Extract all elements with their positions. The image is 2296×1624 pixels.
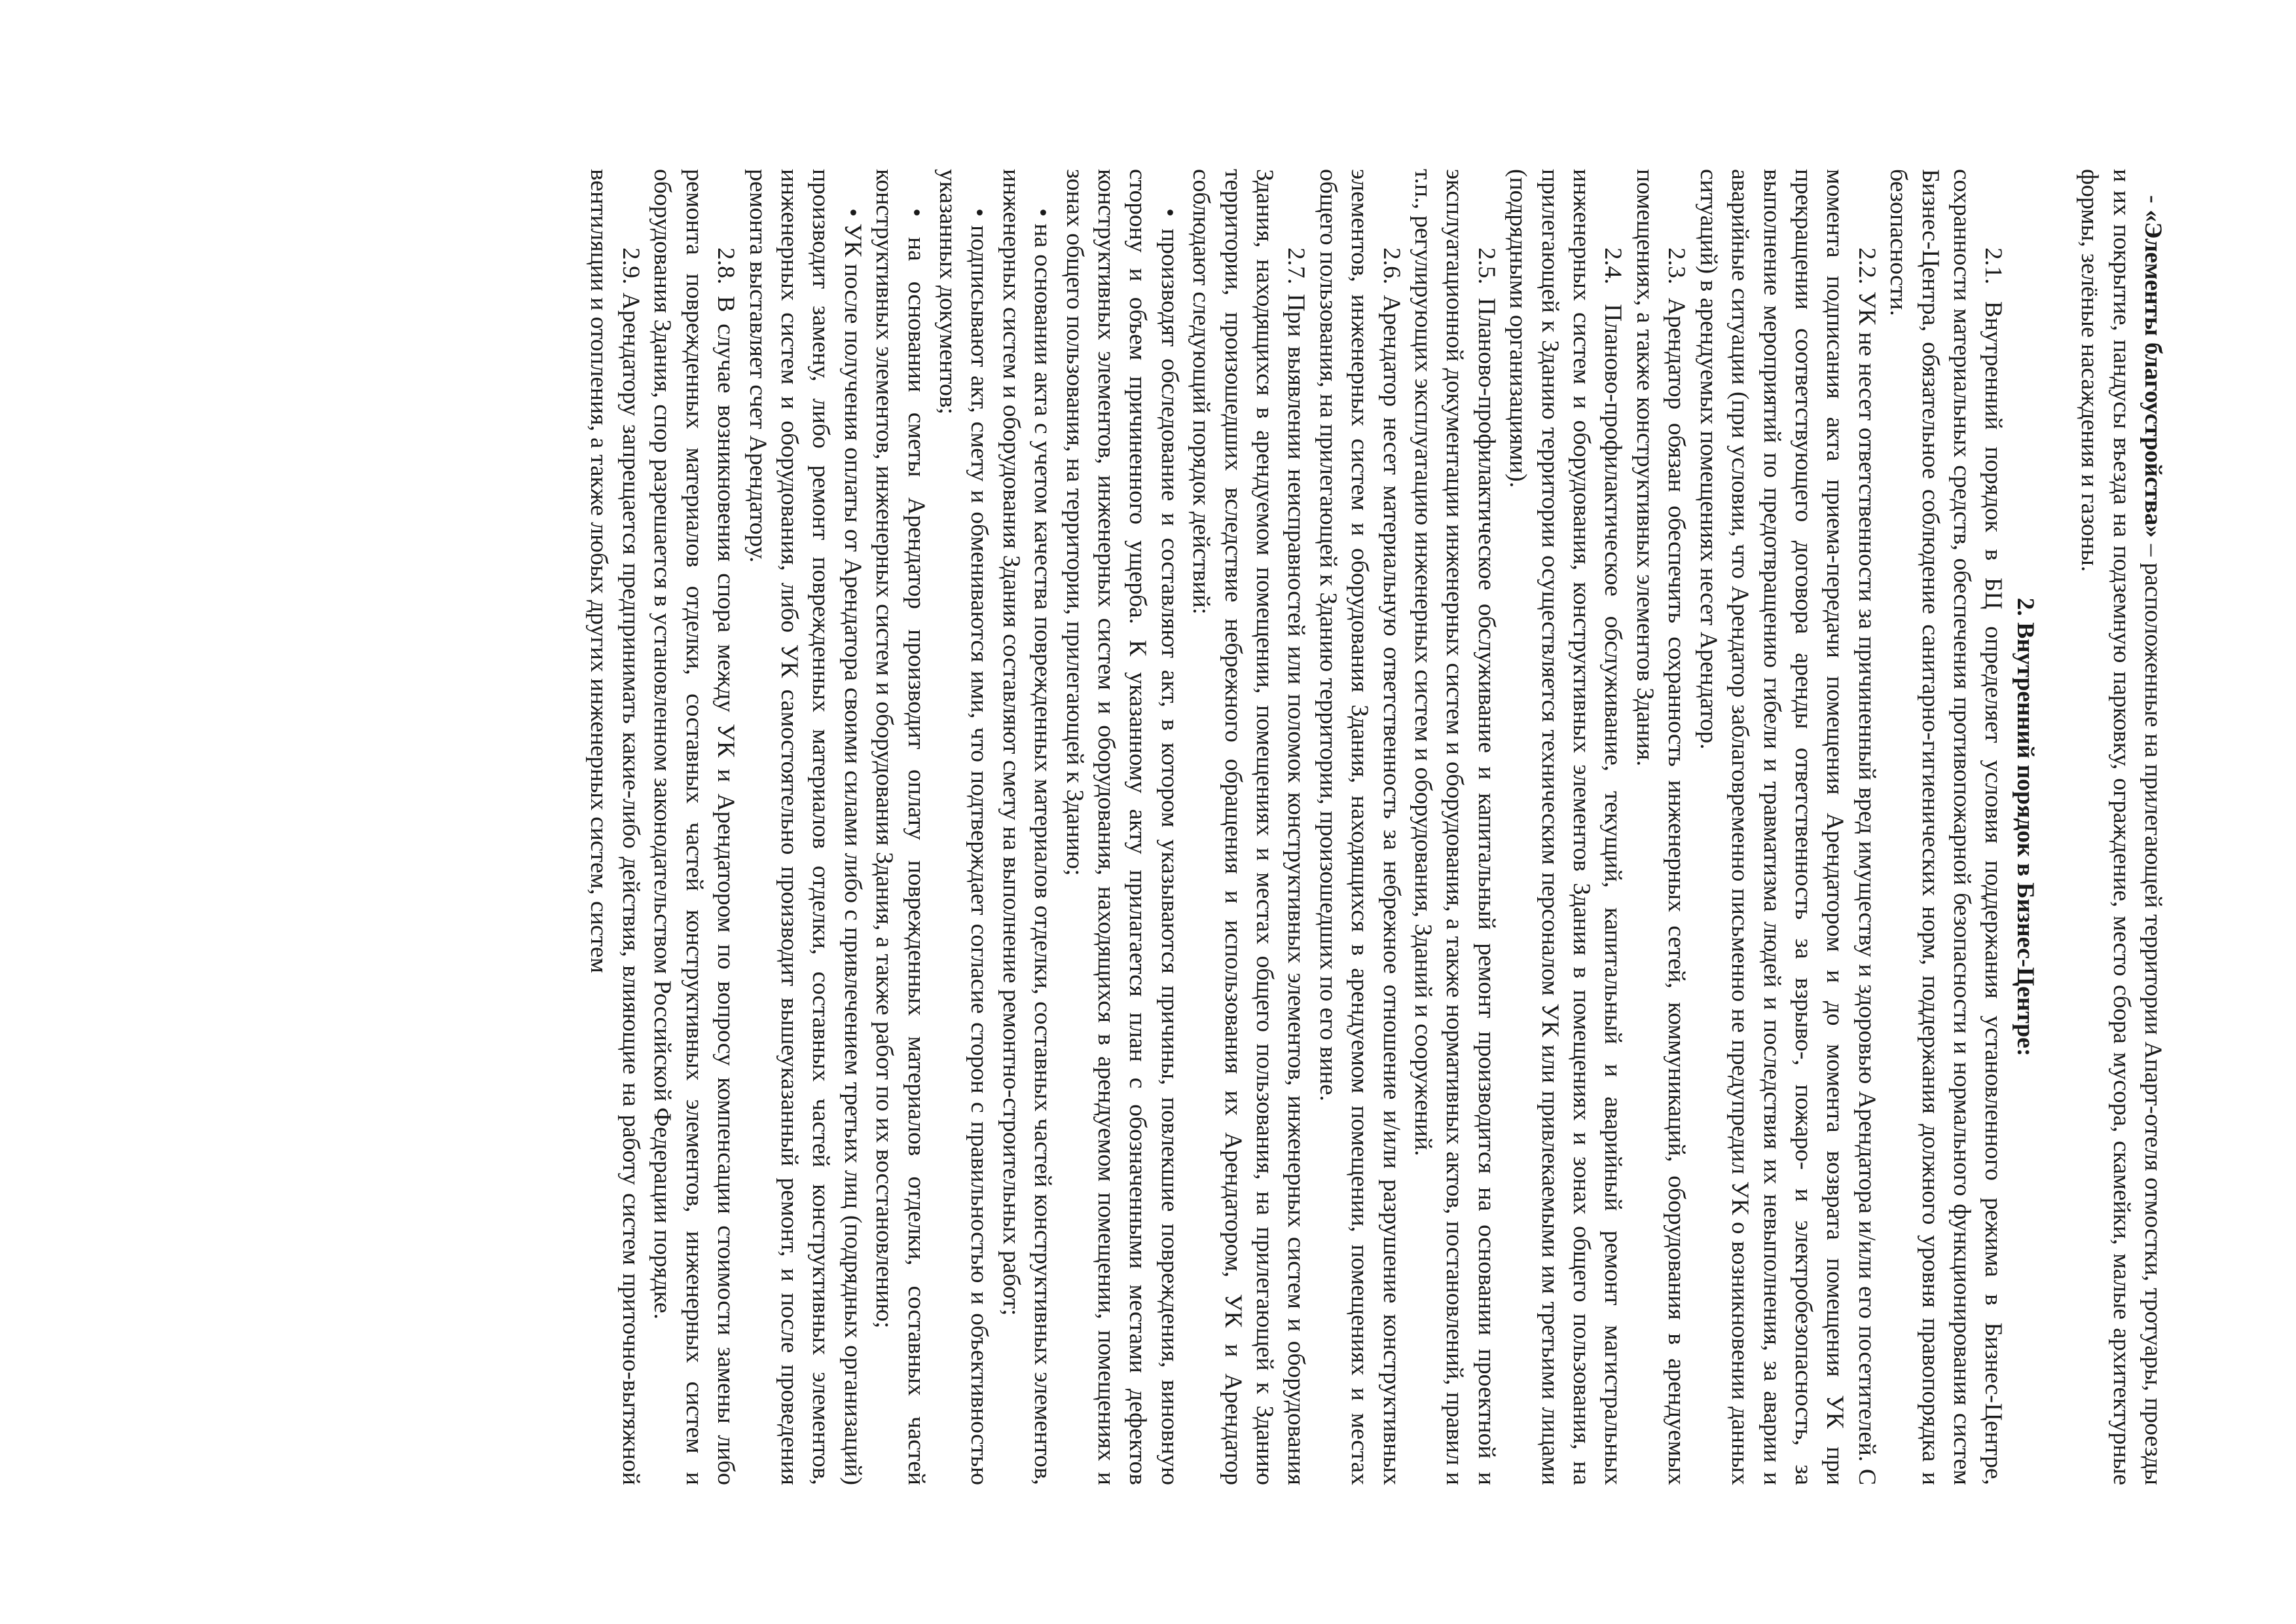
list-item: • на основании сметы Арендатор производит оплату поврежденных материалов отделки, составных частей конструктивных элементов, инженерных систем и оборудования Здания, а также работ по их восстановлению; — [871, 169, 930, 1485]
list-item: • подписывают акт, смету и обмениваются ими, что подтверждает согласие сторон с правильностью и объективностью указанных документов; — [934, 169, 993, 1485]
paragraph-2-8: 2.8. В случае возникновения спора между УК и Арендатором по вопросу компенсации стоимости замены либо ремонта поврежденных материалов отделки, составных частей конструктивных элементов, инженерных систем и оборудования Здания, спор разрешается в установленном законодательством Российской Федерации порядке. — [649, 169, 740, 1485]
list-item: • на основании акта с учетом качества поврежденных материалов отделки, составных частей конструктивных элементов, инженерных систем и оборудования Здания составляют смету на выполнение ремонтно-строительных работ; — [997, 169, 1057, 1485]
list-item: • УК после получения оплаты от Арендатора своими силами либо с привлечением третьих лиц (подрядных организаций) производит замену, либо ремонт поврежденных материалов отделки, составных частей конструктивных элементов, инженерных систем и оборудования, либо УК самостоятельно производит вышеуказанный ремонт, и после проведения ремонта выставляет счет Арендатору. — [744, 169, 866, 1485]
paragraph-2-7: 2.7. При выявлении неисправностей или поломок конструктивных элементов, инженерных систем и оборудования Здания, находящихся в арендуемом помещении, помещениях и местах общего пользования, на прилегающей к Зданию территории, произошедших вследствие небрежного обращения и использования их Арендатором, УК и Арендатор соблюдают следующий порядок действий: — [1188, 169, 1310, 1485]
list-item: • производят обследование и составляют акт, в котором указываются причины, повлекшие повреждения, виновную сторону и объем причиненного ущерба. К указанному акту прилагается план с обозначенными местами дефектов конструктивных элементов, инженерных систем и оборудования, находящихся в арендуемом помещении, помещениях и зонах общего пользования, на территории, прилегающей к Зданию; — [1061, 169, 1183, 1485]
document-body — [583, 169, 2168, 1485]
paragraph-2-5: 2.5. Планово-профилактическое обслуживание и капитальный ремонт производится на основании проектной и эксплуатационной документации инженерных систем и оборудования, а также нормативных актов, постановлений, правил и т.п., регулирующих эксплуатацию инженерных систем и оборудования, Зданий и сооружений. — [1410, 169, 1500, 1485]
paragraph-2-2: 2.2. УК не несет ответственности за причиненный вред имуществу и здоровью Арендатора и/или его посетителей. С момента подписания акта приема-передачи помещения Арендатором и до момента возврата помещения УК при прекращении соответствующего договора аренды ответственность за взрыво-, пожаро- и электробезопасность, за выполнение мероприятий по предотвращению гибели и травматизма людей и последствия их невыполнения, за аварии и аварийные ситуации (при условии, что Арендатор заблаговременно письменно не предупредил УК о возникновении данных ситуаций) в арендуемых помещениях несет Арендатор. — [1694, 169, 1880, 1485]
paragraph-2-4: 2.4. Планово-профилактическое обслуживание, текущий, капитальный и аварийный ремонт магистральных инженерных систем и оборудования, конструктивных элементов Здания в помещениях и зонах общего пользования, на прилегающей к Зданию территории осуществляется техническим персоналом УК или привлекаемыми им третьими лицами (подрядными организациями). — [1504, 169, 1627, 1485]
section-title: 2. Внутренний порядок в Бизнес-Центре: — [2011, 597, 2039, 1057]
paragraph-2-1: 2.1. Внутренний порядок в БЦ определяет условия поддержания установленного режима в Бизнес-Центре, сохранности материальных средств, обеспечения противопожарной безопасности и нормального функционирования систем Бизнес-Центра, обязательное соблюдение санитарно-гигиенических норм, поддержания должного уровня правопорядка и безопасности. — [1885, 169, 2007, 1485]
paragraph-2-6: 2.6. Арендатор несет материальную ответственность за небрежное отношение и/или разрушение конструктивных элементов, инженерных систем и оборудования Здания, находящихся в арендуемом помещении, помещениях и местах общего пользования, на прилегающей к Зданию территории, произошедших по его вине. — [1314, 169, 1405, 1485]
paragraph-2-3: 2.3. Арендатор обязан обеспечить сохранность инженерных сетей, коммуникаций, оборудования в арендуемых помещениях, а также конструктивных элементов Здания. — [1631, 169, 1690, 1485]
intro-marker: - — [2140, 195, 2166, 210]
intro-term: «Элементы благоустройства» — [2140, 210, 2166, 538]
intro-text: – расположенные на прилегающей территории Апарт-отеля отмостки, тротуары, проезды и их покрытие, пандусы въезда на подземную парковку, ограждение, место сбора мусора, скамейки, малые архитектурные формы, зелёные насаждения и газоны. — [2076, 169, 2166, 1485]
intro-definition — [2073, 169, 2168, 1485]
paragraph-2-9: 2.9. Арендатору запрещается предпринимать какие-либо действия, влияющие на работу систем приточно-вытяжной вентиляции и отопления, а также любых других инженерных систем, систем — [585, 169, 644, 1485]
